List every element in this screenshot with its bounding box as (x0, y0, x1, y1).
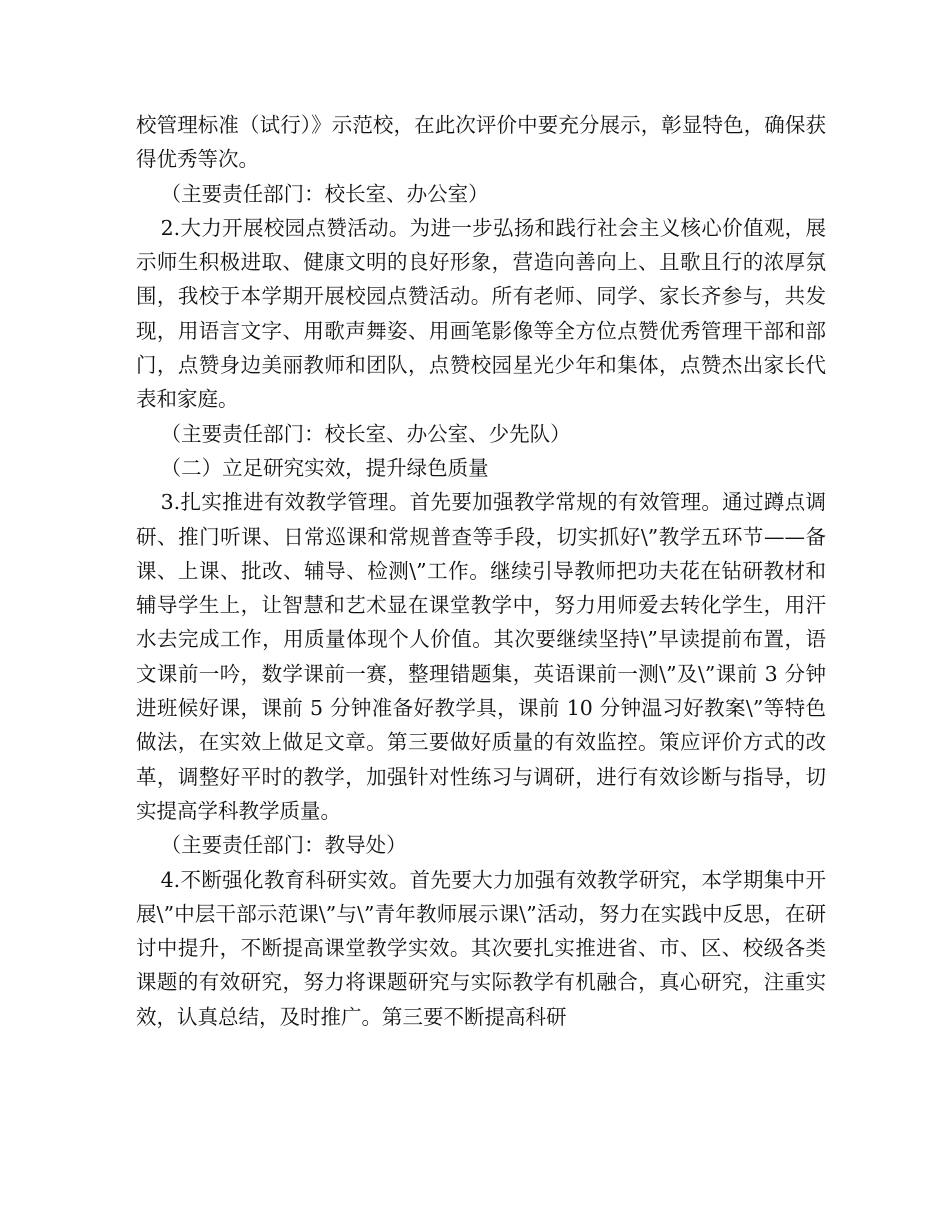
paragraph-item-3: 3.扎实推进有效教学管理。首先要加强教学常规的有效管理。通过蹲点调研、推门听课、日常巡课和常规普查等手段，切实抓好\”教学五环节——备课、上课、批改、辅导、检测\”工作。继续引导教师把功夫花在钻研教材和辅导学生上，让智慧和艺术显在课堂教学中，努力用师爱去转化学生，用汗水去完成工作，用质量体现个人价值。其次要继续坚持\”早读提前布置，语文课前一吟，数学课前一赛，整理错题集，英语课前一测\”及\”课前 3 分钟进班候好课，课前 5 分钟准备好教学具，课前 10 分钟温习好教案\”等特色做法，在实效上做足文章。第三要做好质量的有效监控。策应评价方式的改革，调整好平时的教学，加强针对性练习与调研，进行有效诊断与指导，切实提高学科教学质量。 (136, 490, 826, 823)
document-body (136, 108, 826, 1034)
responsibility-note-3: （主要责任部门：教导处） (160, 833, 407, 858)
paragraph-item-4: 4.不断强化教育科研实效。首先要大力加强有效教学研究，本学期集中开展\”中层干部示范课\”与\”青年教师展示课\”活动，努力在实践中反思，在研讨中提升，不断提高课堂教学实效。其次要扎实推进省、市、区、校级各类课题的有效研究，努力将课题研究与实际教学有机融合，真心研究，注重实效，认真总结，及时推广。第三要不断提高科研 (136, 867, 826, 1029)
section-heading-2: （二）立足研究实效，提升绿色质量 (160, 455, 489, 480)
paragraph-item-2: 2.大力开展校园点赞活动。为进一步弘扬和践行社会主义核心价值观，展示师生积极进取、健康文明的良好形象，营造向善向上、且歌且行的浓厚氛围，我校于本学期开展校园点赞活动。所有老师、同学、家长齐参与，共发现，用语言文字、用歌声舞姿、用画笔影像等全方位点赞优秀管理干部和部门，点赞身边美丽教师和团队，点赞校园星光少年和集体，点赞杰出家长代表和家庭。 (136, 215, 826, 412)
responsibility-note-2: （主要责任部门：校长室、办公室、少先队） (160, 421, 571, 446)
paragraph-continuation: 校管理标准（试行）》示范校，在此次评价中要充分展示，彰显特色，确保获得优秀等次。 (136, 113, 826, 172)
responsibility-note-1: （主要责任部门：校长室、办公室） (160, 181, 489, 206)
